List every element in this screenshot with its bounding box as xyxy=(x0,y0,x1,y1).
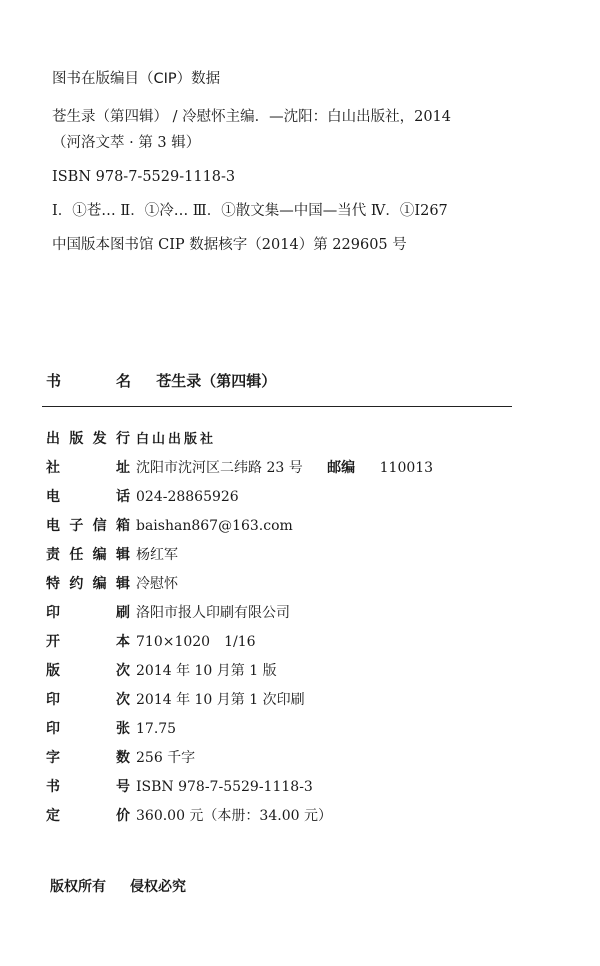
printer-value: 洛阳市报人印刷有限公司 xyxy=(136,605,290,621)
row-edition xyxy=(46,660,556,689)
cip-classification: Ⅰ．①苍… Ⅱ．①冷… Ⅲ．①散文集—中国—当代 Ⅳ．①I267 xyxy=(52,203,448,219)
phone-value: 024-28865926 xyxy=(136,489,239,505)
row-special-editor xyxy=(46,573,556,602)
book-number-label: 书 号 xyxy=(46,779,130,795)
printer-label: 印 刷 xyxy=(46,605,130,621)
sheets-value: 17.75 xyxy=(136,721,177,737)
copyright-label: 版权所有 xyxy=(50,879,106,895)
edition-label: 版 次 xyxy=(46,663,130,679)
cip-line-series: （河洛文萃 · 第 3 辑） xyxy=(52,135,201,151)
book-number-value: ISBN 978-7-5529-1118-3 xyxy=(136,779,313,795)
row-editor xyxy=(46,544,556,573)
publisher-label: 出版发行 xyxy=(46,431,130,447)
row-sheets xyxy=(46,718,556,747)
printing-value: 2014 年 10 月第 1 次印刷 xyxy=(136,692,305,708)
row-printer xyxy=(46,602,556,631)
row-publisher xyxy=(46,428,556,457)
cip-line-bibliographic: 苍生录（第四辑） / 冷慰怀主编．—沈阳：白山出版社，2014 xyxy=(52,109,452,125)
row-price xyxy=(46,805,556,834)
row-format xyxy=(46,631,556,660)
special-editor-value: 冷慰怀 xyxy=(136,576,178,592)
publisher-value: 白山出版社 xyxy=(136,432,217,447)
edition-value: 2014 年 10 月第 1 版 xyxy=(136,663,277,679)
cip-title: 图书在版编目（CIP）数据 xyxy=(52,71,221,87)
address-value: 沈阳市沈河区二纬路 23 号 xyxy=(136,460,303,476)
sheets-label: 印 张 xyxy=(46,721,130,737)
editor-value: 杨红军 xyxy=(136,547,178,563)
words-value: 256 千字 xyxy=(136,750,196,766)
printing-label: 印 次 xyxy=(46,692,130,708)
postcode-label: 邮编 xyxy=(327,460,356,476)
copyright-value: 侵权必究 xyxy=(130,879,186,895)
row-address xyxy=(46,457,556,486)
book-title-value: 苍生录（第四辑） xyxy=(156,372,277,390)
special-editor-label: 特约编辑 xyxy=(46,576,130,592)
row-book-number xyxy=(46,776,556,805)
phone-label: 电 话 xyxy=(46,489,130,505)
price-label: 定 价 xyxy=(46,808,130,824)
email-value: baishan867@163.com xyxy=(136,518,293,534)
row-printing xyxy=(46,689,556,718)
postcode-value: 110013 xyxy=(379,460,434,476)
cip-isbn: ISBN 978-7-5529-1118-3 xyxy=(52,169,236,185)
publication-info xyxy=(46,428,556,834)
book-title-label: 书 名 xyxy=(46,372,152,390)
words-label: 字 数 xyxy=(46,750,130,766)
format-label: 开 本 xyxy=(46,634,130,650)
divider-line xyxy=(42,406,512,407)
address-label: 社 址 xyxy=(46,460,130,476)
cip-block xyxy=(52,70,582,270)
row-email xyxy=(46,515,556,544)
cip-data-number: 中国版本图书馆 CIP 数据核字（2014）第 229605 号 xyxy=(52,237,407,253)
row-words xyxy=(46,747,556,776)
format-value: 710×1020 1/16 xyxy=(136,634,256,650)
copyright-notice xyxy=(50,876,186,896)
book-title-row xyxy=(46,370,276,391)
row-phone xyxy=(46,486,556,515)
email-label: 电子信箱 xyxy=(46,518,130,534)
editor-label: 责任编辑 xyxy=(46,547,130,563)
price-value: 360.00 元（本册：34.00 元） xyxy=(136,808,332,824)
